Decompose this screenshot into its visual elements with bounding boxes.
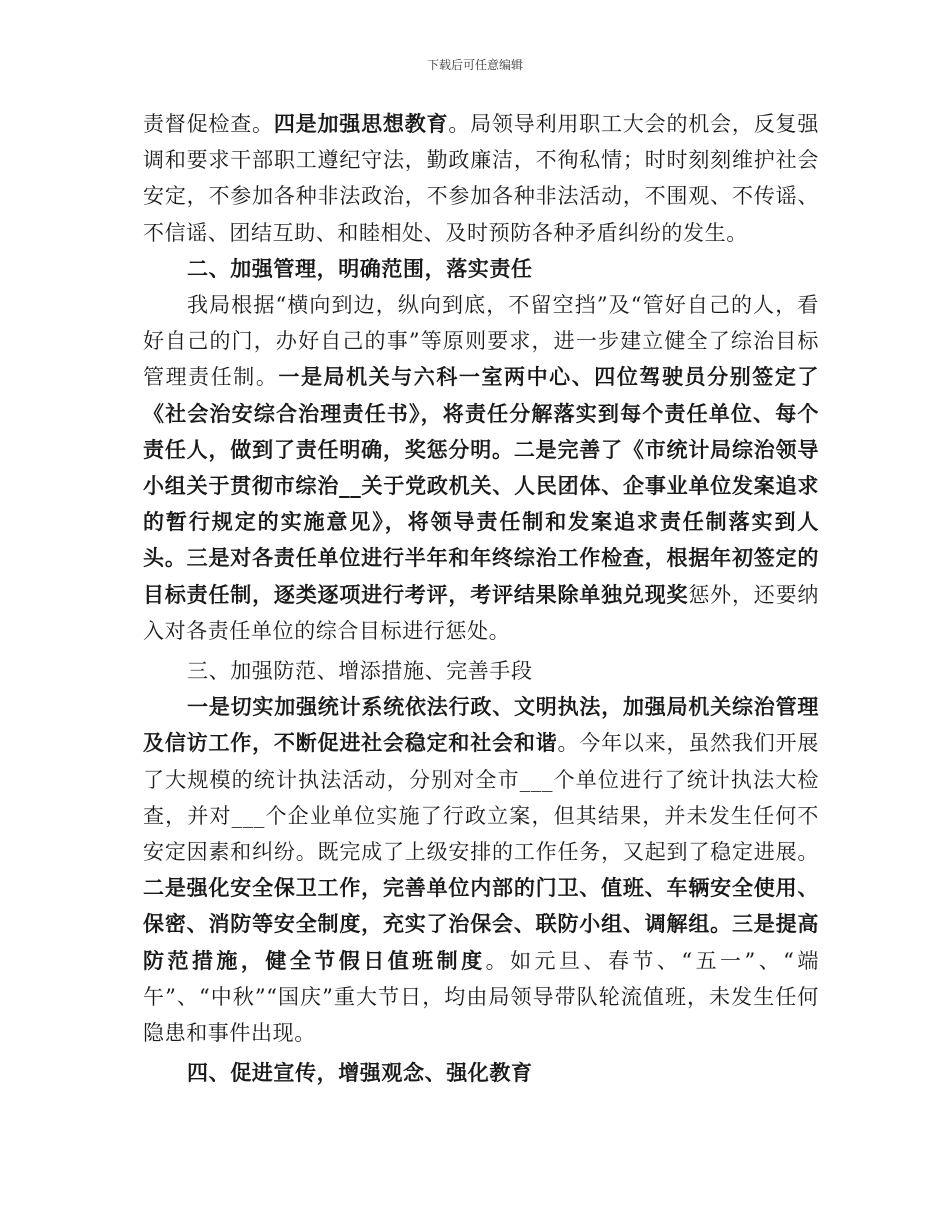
text-run: 。今年以来，虽然我们开展了大规模的统计执法活动，分别对全市___个单位进行了统计执法大检查，并对___个企业单位实施了行政立案，但其结果，并未发生任何不安定因素和纠纷。既完成了上级安排的工作任务，又起到了稳定进展。 (143, 731, 819, 865)
page-header: 下载后可任意编辑 (426, 58, 523, 72)
paragraph-ideology-education (143, 106, 819, 251)
document-body (143, 106, 819, 1091)
text-run-bold: 一是切实加强统计系统依法行政、文明执法，加强局机关综治管理及信访工作，不断促进社会稳定和社会和谐 (143, 694, 819, 756)
text-run: 我局根据“横向到边，纵向到底，不留空挡”及“管好自己的人，看好自己的门，办好自己的事”等原则要求，进一步建立健全了综治目标管理责任制。 (143, 293, 819, 390)
paragraph-responsibility (143, 287, 819, 649)
section-heading-3: 三、加强防范、增添措施、完善手段 (187, 659, 533, 684)
text-run: 。局领导利用职工大会的机会，反复强调和要求干部职工遵纪守法，勤政廉洁，不徇私情；时时刻刻维护社会安定，不参加各种非法政治，不参加各种非法活动，不围观、不传谣、不信谣、团结互助、和睦相处、及时预防各种矛盾纠纷的发生。 (143, 112, 819, 245)
text-run-bold: 一是局机关与六科一室两中心、四位驾驶员分别签定了《社会治安综合治理责任书》，将责任分解落实到每个责任单位、每个责任人，做到了责任明确，奖惩分明。二是完善了《市统计局综治领导小组关于贯彻市综治__关于党政机关、人民团体、企事业单位发案追求的暂行规定的实施意见》，将领导责任制和发案追求责任制落实到人头。三是对各责任单位进行半年和年终综治工作检查，根据年初签定的目标责任制，逐类逐项进行考评，考评结果除单独兑现奖 (143, 364, 819, 607)
text-run-bold: 二是强化安全保卫工作，完善单位内部的门卫、值班、车辆安全使用、保密、消防等安全制度，充实了治保会、联防小组、调解组。三是提高防范措施，健全节假日值班制度 (143, 875, 819, 973)
section-heading-4: 四、促进宣传，增强观念、强化教育 (187, 1060, 533, 1086)
section-heading-2: 二、加强管理，明确范围，落实责任 (187, 255, 533, 281)
text-run: 责督促检查。 (143, 112, 274, 136)
text-run: 。如元旦、春节、“五一”、“端午”、“中秋”“国庆”重大节日，均由局领导带队轮流值班，未发生任何隐患和事件出现。 (143, 948, 819, 1046)
text-run: 惩外，还要纳入对各责任单位的综合目标进行惩处。 (143, 582, 819, 643)
text-run-bold: 四是加强思想教育 (273, 111, 449, 136)
paragraph-prevention (143, 689, 819, 1051)
